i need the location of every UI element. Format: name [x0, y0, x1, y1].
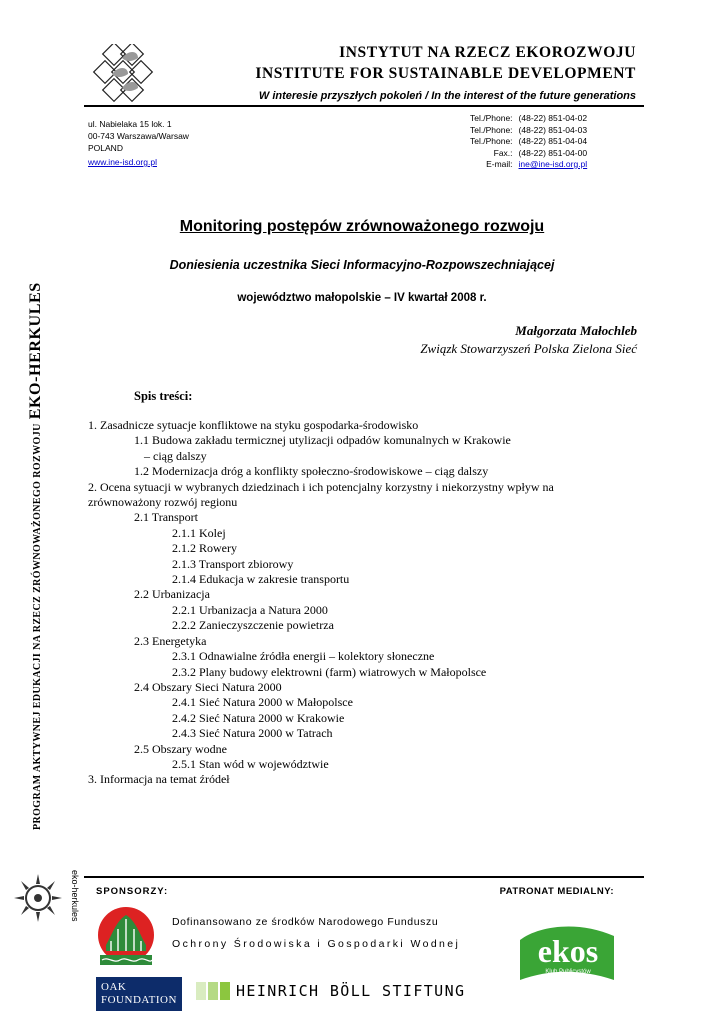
sponsors-label: SPONSORZY: — [96, 886, 169, 897]
toc-item[interactable]: 2. Ocena sytuacji w wybranych dziedzinach i ich potencjalny korzystny i niekorzystny wpływ na — [88, 479, 554, 494]
contact-label: Tel./Phone: — [470, 124, 513, 135]
contact-label: Fax.: — [493, 147, 513, 158]
ekos-logo-icon — [518, 922, 618, 988]
nfos-text-line1: Dofinansowano ze środków Narodowego Funduszu — [172, 916, 439, 928]
ekos-logo-sub1: Klub Publicystów — [545, 969, 591, 975]
contact-value: (48-22) 851-04-04 — [518, 136, 588, 146]
toc-item[interactable]: 2.4.1 Sieć Natura 2000 w Małopolsce — [172, 695, 353, 710]
toc-item[interactable]: 2.1.1 Kolej — [172, 525, 226, 540]
toc-item[interactable]: 2.4.3 Sieć Natura 2000 w Tatrach — [172, 726, 333, 741]
header-divider — [84, 105, 644, 107]
address-line: ul. Nabielaka 15 lok. 1 — [88, 119, 172, 129]
toc-item[interactable]: 1. Zasadnicze sytuacje konfliktowe na styku gospodarka-środowisko — [88, 418, 419, 432]
toc-item[interactable]: 2.1 Transport — [134, 510, 199, 525]
patronage-label: PATRONAT MEDIALNY: — [499, 886, 614, 897]
toc-item[interactable]: 1.2 Modernizacja dróg a konflikty społeczno-środowiskowe – ciąg dalszy — [134, 464, 489, 479]
boll-logo-square-icon — [208, 982, 218, 1000]
document-author: Małgorzata Małochleb — [515, 323, 637, 338]
document-subtitle: Doniesienia uczestnika Sieci Informacyjno-Rozpowszechniającej — [169, 258, 555, 272]
contact-label: E-mail: — [486, 159, 513, 169]
address-block — [88, 118, 189, 168]
boll-logo-square-icon — [220, 982, 230, 1000]
contact-value: (48-22) 851-04-03 — [518, 124, 588, 135]
toc-item[interactable]: 2.4 Obszary Sieci Natura 2000 — [134, 679, 282, 694]
toc-item[interactable]: 2.1.2 Rowery — [172, 541, 237, 556]
nfos-logo-icon — [96, 905, 156, 969]
eko-herkules-logo-text: eko-herkules — [70, 870, 80, 922]
address-line: 00-743 Warszawa/Warsaw — [88, 131, 189, 141]
toc-heading: Spis treści: — [134, 389, 193, 403]
toc-item[interactable]: 2.2.1 Urbanizacja a Natura 2000 — [172, 602, 328, 617]
document-title: Monitoring postępów zrównoważonego rozwoju — [179, 218, 545, 235]
boll-foundation-logo-text: HEINRICH BÖLL STIFTUNG — [236, 982, 466, 1000]
toc-item[interactable]: 2.3 Energetyka — [134, 633, 207, 648]
eko-herkules-logo-icon — [10, 866, 80, 932]
oak-logo-line: OAK — [101, 981, 127, 993]
oak-foundation-logo — [96, 977, 182, 1011]
nfos-text-line2: Ochrony Środowiska i Gospodarki Wodnej — [172, 938, 461, 950]
ekos-logo-sub2: Ochrony Środowiska — [540, 976, 596, 982]
document-organization: Związk Stowarzyszeń Polska Zielona Sieć — [420, 341, 637, 356]
institute-name-pl: INSTYTUT NA RZECZ EKOROZWOJU — [339, 44, 636, 61]
contact-label: Tel./Phone: — [470, 113, 513, 123]
table-of-contents — [88, 418, 648, 788]
address-line: POLAND — [88, 143, 123, 153]
document-region: województwo małopolskie – IV kwartał 2008 r. — [237, 292, 487, 304]
institute-logo-icon — [92, 44, 154, 106]
contact-table — [470, 113, 587, 171]
footer-divider — [84, 876, 644, 878]
institute-motto: W interesie przyszłych pokoleń / In the interest of the future generations — [258, 90, 636, 102]
toc-item[interactable]: 2.2.2 Zanieczyszczenie powietrza — [172, 618, 334, 633]
email-link[interactable]: ine@ine-isd.org.pl — [518, 159, 588, 169]
oak-logo-line: FOUNDATION — [101, 994, 177, 1006]
toc-item[interactable]: 2.4.2 Sieć Natura 2000 w Krakowie — [172, 710, 345, 725]
contact-value: (48-22) 851-04-02 — [518, 113, 588, 123]
toc-item[interactable]: 2.2 Urbanizacja — [134, 587, 210, 602]
boll-logo-square-icon — [196, 982, 206, 1000]
toc-item[interactable]: 2.5.1 Stan wód w województwie — [172, 756, 329, 771]
ekos-logo-name: ekos — [537, 933, 599, 969]
toc-item[interactable]: zrównoważony rozwój regionu — [88, 495, 238, 510]
sidebar-program-text: PROGRAM AKTYWNEJ EDUKACJI NA RZECZ ZRÓWNOWAŻONEGO ROZWOJU — [32, 423, 43, 830]
institute-name-en: INSTITUTE FOR SUSTAINABLE DEVELOPMENT — [255, 65, 636, 82]
contact-label: Tel./Phone: — [470, 136, 513, 146]
toc-item[interactable]: 2.3.2 Plany budowy elektrowni (farm) wiatrowych w Małopolsce — [172, 664, 487, 679]
sidebar-program-name: EKO-HERKULES — [27, 282, 44, 420]
toc-item[interactable]: 2.1.4 Edukacja w zakresie transportu — [172, 572, 350, 587]
toc-item[interactable]: – ciąg dalszy — [144, 448, 207, 463]
toc-item[interactable]: 2.1.3 Transport zbiorowy — [172, 556, 294, 571]
toc-item[interactable]: 3. Informacja na temat źródeł — [88, 772, 230, 787]
toc-item[interactable]: 2.5 Obszary wodne — [134, 741, 227, 756]
website-link[interactable]: www.ine-isd.org.pl — [88, 157, 157, 167]
toc-item[interactable]: 1.1 Budowa zakładu termicznej utylizacji odpadów komunalnych w Krakowie — [134, 433, 511, 448]
toc-item[interactable]: 2.3.1 Odnawialne źródła energii – kolektory słoneczne — [172, 649, 435, 664]
contact-value: (48-22) 851-04-00 — [518, 147, 588, 158]
